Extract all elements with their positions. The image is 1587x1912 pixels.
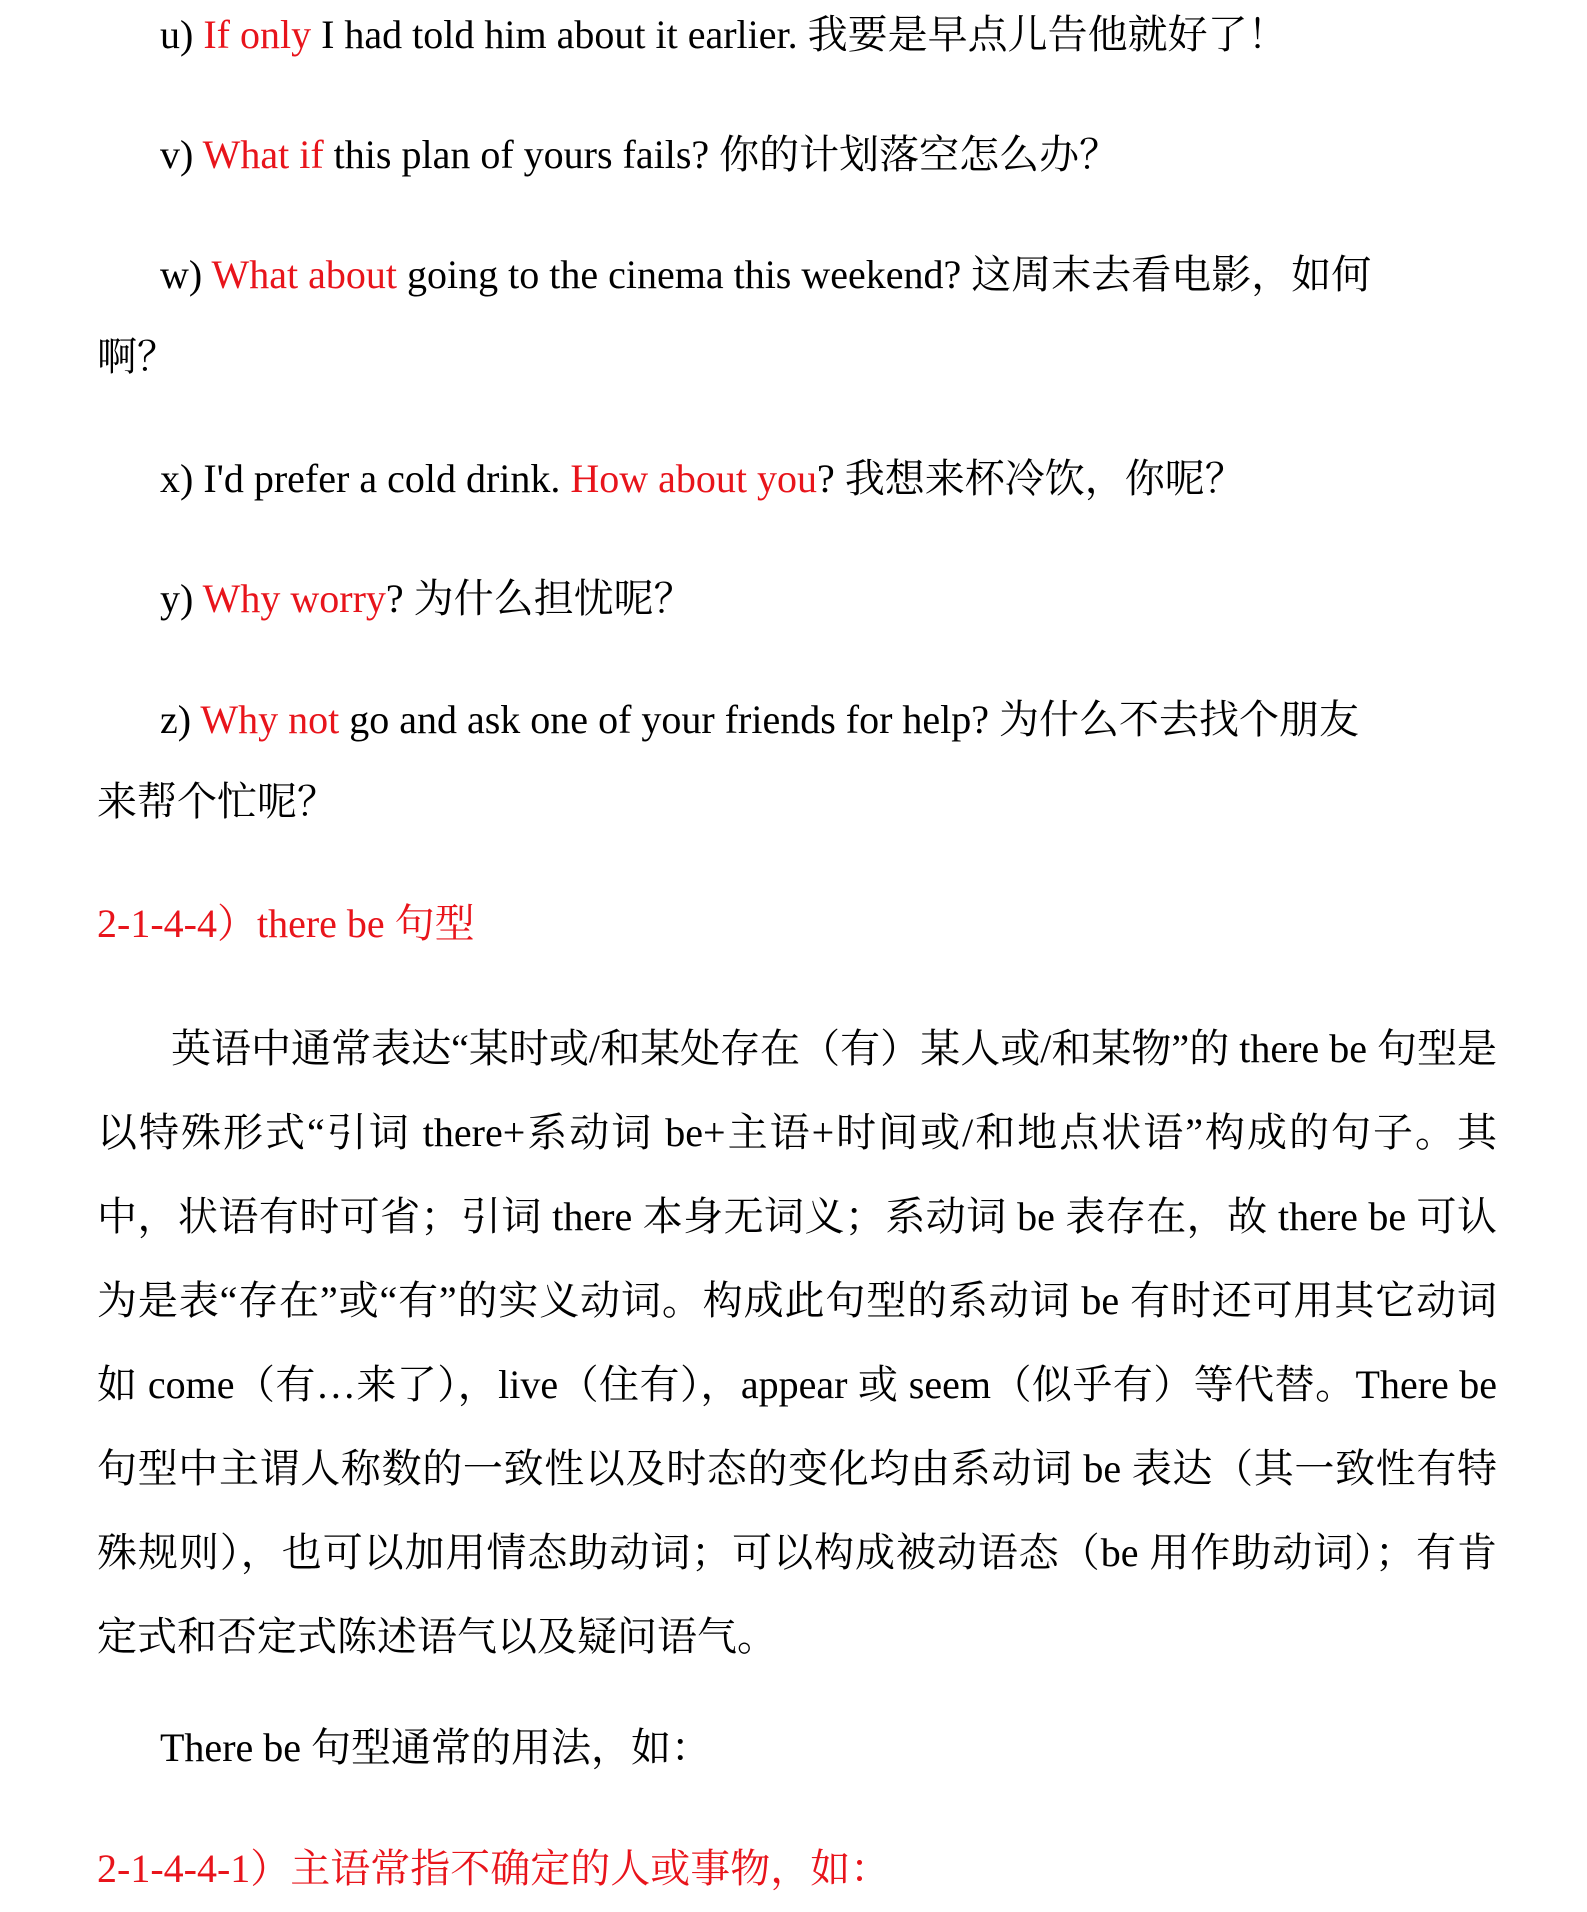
example-u xyxy=(0,8,1587,62)
example-chinese: 我想来杯冷饮，你呢？ xyxy=(834,456,1245,501)
example-x xyxy=(0,452,1587,506)
example-highlight: What if xyxy=(202,132,324,177)
example-highlight: Why worry xyxy=(202,576,386,621)
example-label: u) xyxy=(160,12,194,57)
example-label: v) xyxy=(160,132,194,177)
example-highlight: How about you xyxy=(570,456,818,501)
example-label: w) xyxy=(160,252,203,297)
example-chinese: 我要是早点儿告他就好了！ xyxy=(797,12,1288,57)
subheading: 2-1-4-4-1）主语常指不确定的人或事物，如： xyxy=(97,1846,891,1891)
example-w-continuation: 啊？ xyxy=(97,334,177,379)
example-chinese: 为什么不去找个朋友 xyxy=(989,697,1360,742)
example-y xyxy=(0,572,1587,626)
example-label: z) xyxy=(160,697,192,742)
example-w xyxy=(0,248,1587,302)
example-english: this plan of yours fails? xyxy=(323,132,710,177)
example-v xyxy=(0,128,1587,182)
example-chinese: 为什么担忧呢？ xyxy=(403,576,694,621)
example-z xyxy=(0,693,1587,747)
usage-intro: There be 句型通常的用法，如： xyxy=(160,1725,712,1770)
example-label: x) xyxy=(160,456,194,501)
example-chinese: 你的计划落空怎么办？ xyxy=(709,132,1120,177)
body-paragraph: 英语中通常表达“某时或/和某处存在（有）某人或/和某物”的 there be 句型是以特殊形式“引词 there+系动词 be+主语+时间或/和地点状语”构成的句子。其中，状语有时可省；引词 there 本身无词义；系动词 be 表存在，故 there be 可认为是表“存在”或“有”的实义动词。构成此句型的系动词 be 有时还可用其它动词如 come（有…来了），live（住有），appear 或 seem（似乎有）等代替。There be 句型中主谓人称数的一致性以及时态的变化均由系动词 be 表达（其一致性有特殊规则），也可以加用情态助动词；可以构成被动语态（be 用作助动词）；有肯定式和否定式陈述语气以及疑问语气。 xyxy=(97,1026,1497,1659)
example-highlight: If only xyxy=(203,12,312,57)
example-highlight: What about xyxy=(211,252,397,297)
example-english: I had told him about it earlier. xyxy=(311,12,798,57)
example-english: going to the cinema this weekend? xyxy=(397,252,962,297)
section-heading: 2-1-4-4）there be 句型 xyxy=(97,901,475,946)
example-english: ? xyxy=(385,576,404,621)
example-chinese: 这周末去看电影，如何 xyxy=(961,252,1372,297)
example-z-continuation: 来帮个忙呢？ xyxy=(97,779,337,824)
example-highlight: Why not xyxy=(200,697,340,742)
example-label: y) xyxy=(160,576,194,621)
example-pre: I'd prefer a cold drink. xyxy=(193,456,571,501)
example-english: ? xyxy=(817,456,835,501)
example-english: go and ask one of your friends for help? xyxy=(339,697,990,742)
